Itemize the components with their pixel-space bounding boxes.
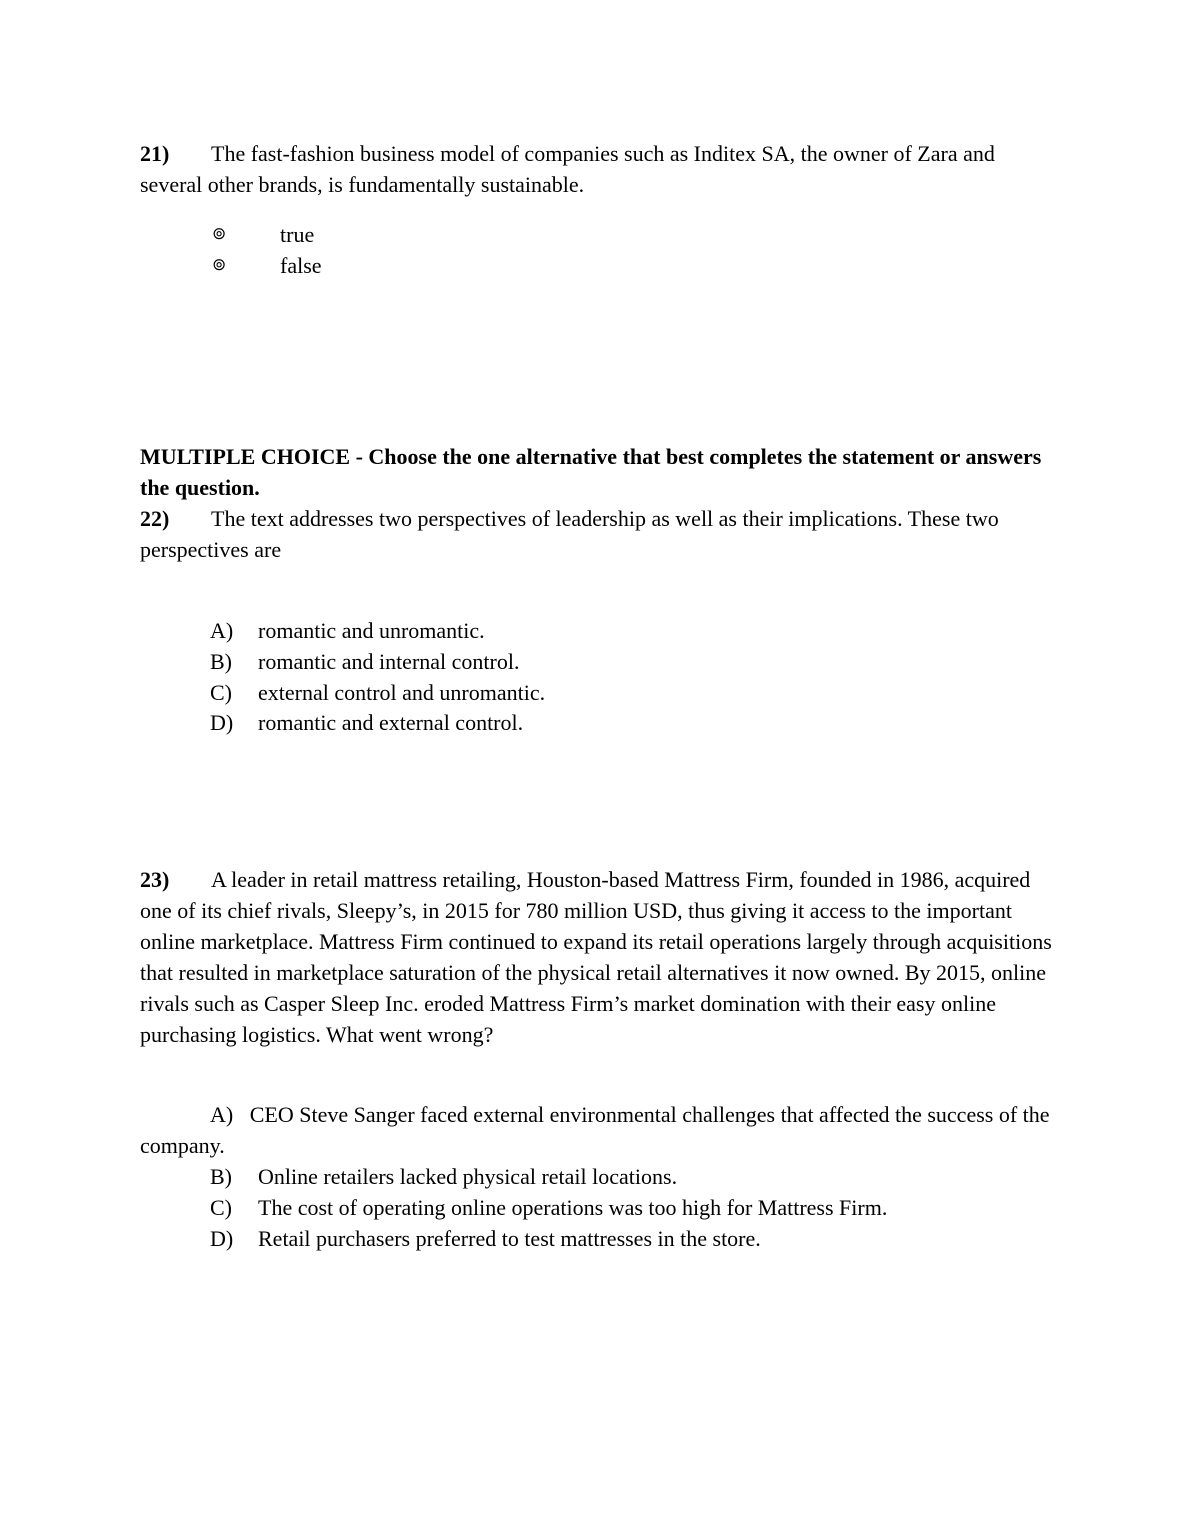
option-d[interactable] [0, 1223, 1190, 1254]
radio-icon[interactable]: ⊚ [212, 255, 227, 275]
option-letter: B) [210, 1164, 232, 1189]
option-false[interactable] [0, 250, 1190, 281]
option-a[interactable] [0, 615, 1190, 646]
option-letter: D) [210, 710, 234, 735]
question-text: A leader in retail mattress retailing, Houston-based Mattress Firm, founded in 1986, acquired one of its chief rivals, Sleepy’s, in 2015 for 780 million USD, thus giving it access to the important online marketplace. Mattress Firm continued to expand its retail operations largely through acquisitions that resulted in marketplace saturation of the physical retail alternatives it now owned. By 2015, online rivals such as Casper Sleep Inc. eroded Mattress Firm’s market domination with their easy online purchasing logistics. What went wrong? [140, 867, 1052, 1047]
option-label: false [280, 253, 322, 278]
question-21 [140, 138, 1060, 200]
option-text: CEO Steve Sanger faced external environmental challenges that affected the success of the company. [140, 1102, 1050, 1158]
question-number: 21) [140, 141, 170, 166]
question-number: 23) [140, 867, 170, 892]
question-number: 22) [140, 506, 170, 531]
question-text: The fast-fashion business model of companies such as Inditex SA, the owner of Zara and several other brands, is fundamentally sustainable. [140, 141, 995, 197]
question-text: The text addresses two perspectives of leadership as well as their implications. These two perspectives are [140, 506, 999, 562]
radio-icon[interactable]: ⊚ [212, 224, 227, 244]
option-text: romantic and external control. [258, 710, 524, 735]
option-text: external control and unromantic. [258, 680, 546, 705]
option-letter: A) [210, 618, 234, 643]
option-letter: D) [210, 1226, 234, 1251]
option-text: romantic and internal control. [258, 649, 520, 674]
option-true[interactable] [0, 219, 1190, 250]
option-text: The cost of operating online operations was too high for Mattress Firm. [258, 1195, 888, 1220]
option-b[interactable] [0, 1161, 1190, 1192]
option-c[interactable] [0, 1192, 1190, 1223]
option-a[interactable] [140, 1099, 1060, 1161]
option-text: Retail purchasers preferred to test mattresses in the store. [258, 1226, 761, 1251]
option-c[interactable] [0, 677, 1190, 708]
option-label: true [280, 222, 315, 247]
section-heading: MULTIPLE CHOICE - Choose the one alternative that best completes the statement or answers the question. [140, 444, 1042, 500]
question-22 [140, 503, 1060, 565]
option-b[interactable] [0, 646, 1190, 677]
option-letter: A) [210, 1102, 234, 1127]
option-letter: B) [210, 649, 232, 674]
option-text: Online retailers lacked physical retail locations. [258, 1164, 678, 1189]
question-23 [140, 864, 1060, 1050]
option-letter: C) [210, 680, 232, 705]
option-letter: C) [210, 1195, 232, 1220]
option-text: romantic and unromantic. [258, 618, 485, 643]
option-d[interactable] [0, 707, 1190, 738]
